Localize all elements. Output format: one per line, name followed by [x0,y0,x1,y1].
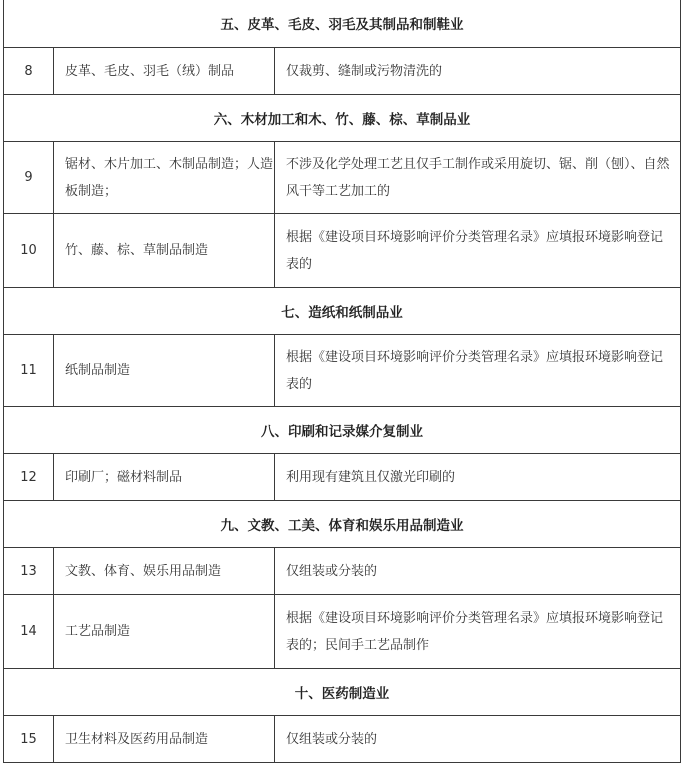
section-row [4,288,681,335]
table-row [4,454,681,501]
row-name: 锯材、木片加工、木制品制造；人造板制造； [54,142,275,214]
row-number: 8 [4,48,54,95]
row-number: 12 [4,454,54,501]
row-name: 文教、体育、娱乐用品制造 [54,548,275,595]
row-condition: 不涉及化学处理工艺且仅手工制作或采用旋切、锯、削（刨）、自然风干等工艺加工的 [275,142,681,214]
section-row [4,501,681,548]
row-condition: 仅组装或分装的 [275,716,681,763]
row-number: 11 [4,335,54,407]
row-condition: 根据《建设项目环境影响评价分类管理名录》应填报环境影响登记表的；民间手工艺品制作 [275,595,681,669]
row-name: 印刷厂；磁材料制品 [54,454,275,501]
table-row [4,142,681,214]
table-row [4,595,681,669]
section-title: 十、医药制造业 [4,669,681,716]
section-row [4,95,681,142]
row-condition: 利用现有建筑且仅激光印刷的 [275,454,681,501]
table-row [4,548,681,595]
row-condition: 仅裁剪、缝制或污物清洗的 [275,48,681,95]
section-row [4,669,681,716]
section-title: 八、印刷和记录媒介复制业 [4,407,681,454]
industry-table [3,0,681,763]
row-number: 15 [4,716,54,763]
row-number: 10 [4,214,54,288]
row-name: 工艺品制造 [54,595,275,669]
row-number: 9 [4,142,54,214]
row-name: 皮革、毛皮、羽毛（绒）制品 [54,48,275,95]
section-title: 五、皮革、毛皮、羽毛及其制品和制鞋业 [4,0,681,48]
section-title: 六、木材加工和木、竹、藤、棕、草制品业 [4,95,681,142]
row-name: 卫生材料及医药用品制造 [54,716,275,763]
table-row [4,214,681,288]
row-condition: 根据《建设项目环境影响评价分类管理名录》应填报环境影响登记表的 [275,335,681,407]
section-title: 九、文教、工美、体育和娱乐用品制造业 [4,501,681,548]
table-row [4,716,681,763]
row-condition: 仅组装或分装的 [275,548,681,595]
row-condition: 根据《建设项目环境影响评价分类管理名录》应填报环境影响登记表的 [275,214,681,288]
row-name: 纸制品制造 [54,335,275,407]
section-row [4,0,681,48]
row-number: 14 [4,595,54,669]
table-row [4,335,681,407]
section-row [4,407,681,454]
table-row [4,48,681,95]
row-number: 13 [4,548,54,595]
section-title: 七、造纸和纸制品业 [4,288,681,335]
row-name: 竹、藤、棕、草制品制造 [54,214,275,288]
